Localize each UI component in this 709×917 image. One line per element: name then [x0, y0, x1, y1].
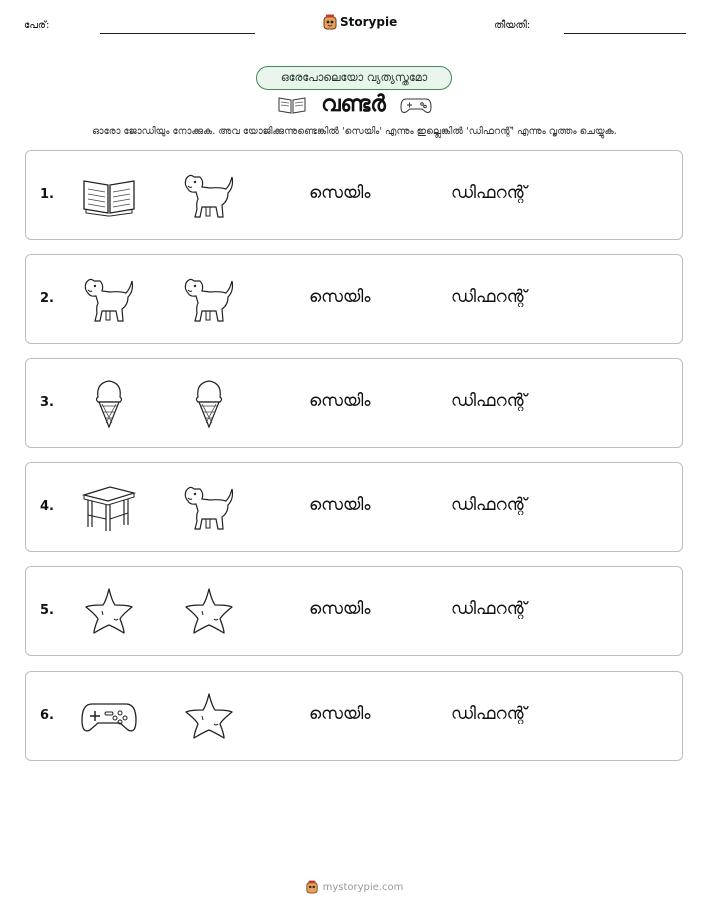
same-option[interactable]: സെയിം — [309, 704, 371, 724]
book-icon — [80, 169, 138, 221]
star-icon — [80, 585, 138, 637]
storypie-mascot-icon — [323, 14, 337, 30]
name-line[interactable] — [100, 33, 255, 34]
desk-icon — [80, 481, 138, 533]
ice-cream-icon — [80, 377, 138, 429]
date-line[interactable] — [564, 33, 686, 34]
footer — [0, 880, 709, 894]
different-option[interactable]: ഡിഫറന്റ് — [451, 495, 527, 515]
footer-url[interactable]: mystorypie.com — [322, 881, 404, 893]
brand-logo — [323, 14, 397, 30]
question-row-6 — [25, 671, 683, 761]
question-row-3 — [25, 358, 683, 448]
same-option[interactable]: സെയിം — [309, 391, 371, 411]
question-number: 5. — [40, 603, 54, 618]
ice-cream-icon — [180, 377, 238, 429]
dog-icon — [180, 481, 238, 533]
question-number: 6. — [40, 708, 54, 723]
different-option[interactable]: ഡിഫറന്റ് — [451, 391, 527, 411]
storypie-mascot-icon — [306, 880, 318, 894]
title-row — [0, 92, 709, 117]
star-icon — [180, 690, 238, 742]
date-label: തീയതി: — [494, 20, 531, 31]
same-option[interactable]: സെയിം — [309, 287, 371, 307]
question-number: 1. — [40, 187, 54, 202]
different-option[interactable]: ഡിഫറന്റ് — [451, 183, 527, 203]
question-number: 2. — [40, 291, 54, 306]
name-label: പേര്: — [24, 20, 50, 31]
question-row-5 — [25, 566, 683, 656]
dog-icon — [180, 273, 238, 325]
gamepad-icon — [80, 690, 138, 742]
different-option[interactable]: ഡിഫറന്റ് — [451, 287, 527, 307]
worksheet-type-pill: ഒരേപോലെയോ വ്യത്യസ്തമോ — [256, 66, 452, 90]
question-row-1 — [25, 150, 683, 240]
star-icon — [180, 585, 238, 637]
question-row-4 — [25, 462, 683, 552]
dog-icon — [180, 169, 238, 221]
same-option[interactable]: സെയിം — [309, 495, 371, 515]
instructions: ഓരോ ജോഡിയും നോക്കുക. അവ യോജിക്കുന്നുണ്ടെങ്കിൽ 'സെയിം' എന്നും ഇല്ലെങ്കിൽ 'ഡിഫറന്റ്' എന്നും വൃത്തം ചെയ്യുക. — [92, 126, 617, 137]
question-number: 4. — [40, 499, 54, 514]
same-option[interactable]: സെയിം — [309, 183, 371, 203]
different-option[interactable]: ഡിഫറന്റ് — [451, 704, 527, 724]
brand-name: Storypie — [340, 15, 398, 29]
different-option[interactable]: ഡിഫറന്റ് — [451, 599, 527, 619]
page-title: വണ്ടർ — [321, 92, 386, 117]
question-row-2 — [25, 254, 683, 344]
same-option[interactable]: സെയിം — [309, 599, 371, 619]
question-number: 3. — [40, 395, 54, 410]
gamepad-icon — [400, 95, 432, 115]
dog-icon — [80, 273, 138, 325]
book-icon — [277, 95, 307, 115]
